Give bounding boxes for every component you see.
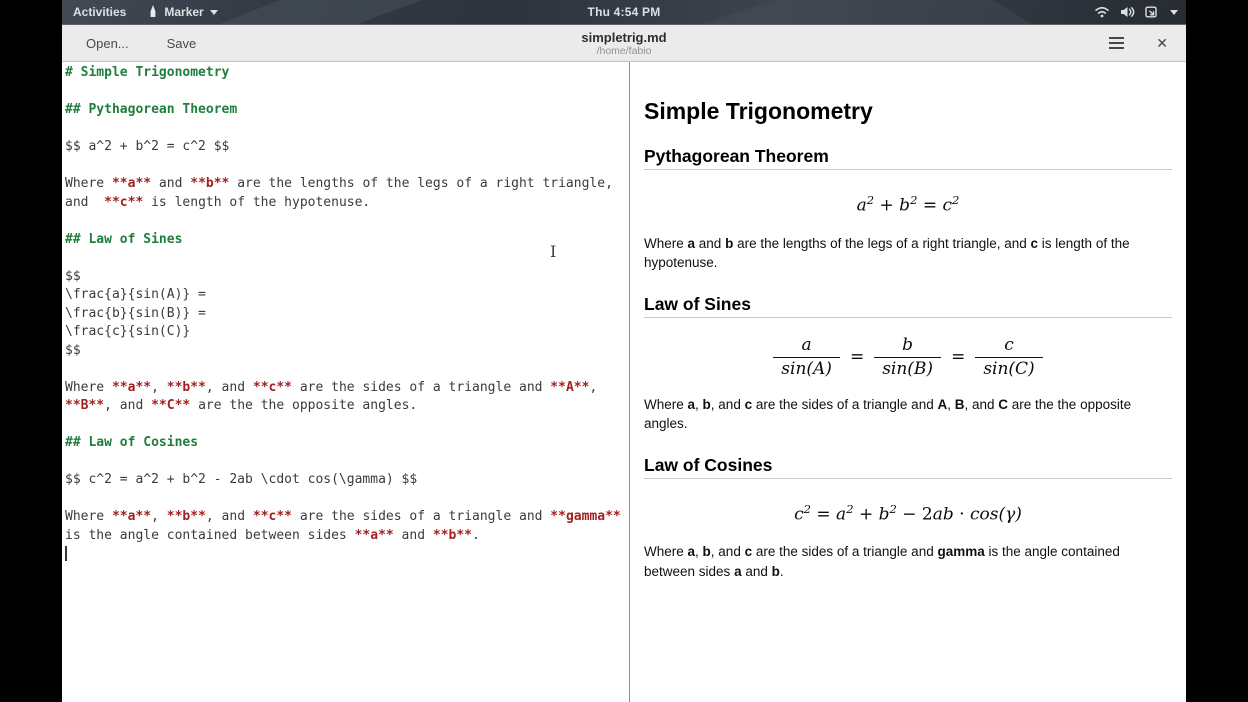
md-bold-token: **a** (354, 527, 394, 543)
md-text-token: are the sides of a triangle and (292, 379, 551, 395)
editor-line[interactable] (65, 138, 629, 157)
editor-line[interactable] (65, 453, 629, 472)
clock[interactable]: Thu 4:54 PM (587, 5, 661, 19)
md-text-token: and (393, 527, 433, 543)
md-text-token: \frac{c}{sin(C)} (65, 324, 191, 339)
math-block: $a^2 + b^2 = c^2$ (856, 193, 960, 216)
md-text-token: is the angle contained between sides (65, 527, 355, 543)
preview-h2: Law of Sines (644, 295, 1172, 318)
md-text-token: , and (205, 509, 253, 524)
editor-line[interactable] (65, 175, 629, 194)
md-bold-token: **a** (111, 379, 152, 395)
md-text-token: , and (205, 379, 253, 395)
editor-line[interactable] (65, 64, 629, 83)
md-text-token: Where (65, 379, 112, 395)
preview-paragraph: Where a, b, and c are the sides of a triangle and gamma is the angle contained between sides a and b. (644, 544, 1120, 579)
system-status-area[interactable] (1094, 0, 1178, 24)
window-title (62, 30, 1186, 57)
md-text-token: , (151, 379, 167, 395)
chevron-down-icon (210, 10, 218, 15)
md-heading-token: ## Law of Cosines (65, 435, 199, 450)
editor-line[interactable] (65, 527, 629, 546)
md-text-token: is length of the hypotenuse. (143, 194, 371, 210)
md-text-token: \frac{a}{sin(A)} = (65, 287, 206, 302)
md-text-token: Where (65, 509, 112, 524)
md-bold-token: **B** (65, 398, 105, 413)
md-heading-token: # Simple Trigonometry (65, 65, 230, 80)
editor-line[interactable] (65, 545, 629, 564)
md-bold-token: **c** (104, 194, 144, 210)
md-text-token: , (589, 379, 598, 395)
close-icon: ✕ (1156, 34, 1168, 51)
md-text-token: \frac{b}{sin(B)} = (65, 305, 206, 321)
md-text-token: are the the opposite angles. (190, 398, 418, 413)
md-text-token: are the lengths of the legs of a right triangle, (229, 176, 613, 191)
editor-line[interactable] (65, 379, 629, 398)
editor-line[interactable] (65, 194, 629, 213)
md-bold-token: **b** (166, 509, 206, 524)
activities-button[interactable]: Activities (73, 5, 127, 19)
preview-paragraph: Where a and b are the lengths of the legs of a right triangle, and c is length of the hypotenuse. (644, 235, 1130, 271)
preview-h1: Simple Trigonometry (644, 98, 873, 124)
open-button[interactable]: Open... (86, 35, 129, 51)
md-bold-token: **C** (151, 398, 191, 413)
md-heading-token: ## Pythagorean Theorem (65, 102, 238, 117)
editor-line[interactable] (65, 360, 629, 379)
editor-line[interactable] (65, 323, 629, 342)
editor-line[interactable] (65, 101, 629, 120)
wifi-icon (1094, 5, 1110, 19)
md-text-token: Where (65, 176, 112, 191)
md-text-token: are the sides of a triangle and (292, 509, 551, 524)
md-text-token: , (151, 509, 167, 524)
preview-content (644, 98, 1172, 581)
editor-line[interactable] (65, 249, 629, 268)
md-bold-token: **a** (111, 509, 152, 524)
split-view (62, 62, 1186, 702)
markdown-source-editor[interactable] (62, 62, 629, 702)
md-bold-token: **a** (111, 176, 152, 191)
md-text-token: . (472, 527, 480, 543)
md-text-token: $$ a^2 + b^2 = c^2 $$ (65, 139, 230, 154)
editor-line[interactable] (65, 434, 629, 453)
editor-line[interactable] (65, 397, 629, 416)
editor-line[interactable] (65, 305, 629, 324)
fraction: $\frac{b}{\sin(B)}$ (874, 335, 941, 380)
app-menu-label: Marker (164, 5, 204, 19)
editor-line[interactable] (65, 268, 629, 287)
md-text-token: , and (104, 398, 152, 413)
marker-window (62, 0, 1186, 702)
app-menu-button[interactable] (148, 4, 217, 21)
fraction: $\frac{c}{\sin(C)}$ (975, 335, 1042, 380)
md-bold-token: **b** (166, 379, 206, 395)
md-heading-token: ## Law of Sines (65, 231, 183, 247)
math-block: $\frac{a}{\sin(A)}$ = $\frac{b}{\sin(B)}$ = $\frac{c}{\sin(C)}$ (644, 335, 1172, 380)
editor-line[interactable] (65, 508, 629, 527)
gnome-top-bar (62, 0, 1186, 24)
editor-line[interactable] (65, 157, 629, 176)
rendered-preview-pane[interactable] (630, 62, 1186, 702)
md-text-token: $$ c^2 = a^2 + b^2 - 2ab \cdot cos(\gamma) $$ (65, 472, 418, 487)
md-text-token: $$ (65, 268, 81, 284)
preview-h2: Pythagorean Theorem (644, 147, 1172, 170)
editor-line[interactable] (65, 342, 629, 361)
md-bold-token: **c** (252, 379, 293, 395)
md-bold-token: **b** (432, 527, 473, 543)
headerbar (62, 24, 1186, 62)
editor-line[interactable] (65, 120, 629, 139)
preview-paragraph: Where a, b, and c are the sides of a triangle and A, B, and C are the the opposite angles. (644, 396, 1132, 432)
close-button[interactable] (1152, 33, 1172, 54)
preview-h2: Law of Cosines (644, 456, 1172, 479)
editor-lines (65, 64, 629, 564)
md-text-token: and (151, 176, 191, 191)
md-bold-token: **A** (550, 379, 590, 395)
document-path: /home/fabio (596, 44, 652, 57)
md-bold-token: **b** (190, 176, 230, 191)
headerbar-right (1105, 33, 1172, 54)
menu-button[interactable] (1105, 33, 1128, 54)
top-bar-left (62, 3, 218, 21)
save-button[interactable]: Save (166, 35, 197, 51)
editor-line[interactable] (65, 212, 629, 231)
editor-line[interactable] (65, 231, 629, 250)
volume-icon (1119, 5, 1135, 19)
editor-line[interactable] (65, 286, 629, 305)
editor-line[interactable] (65, 490, 629, 509)
fraction: $\frac{a}{\sin(A)}$ (773, 335, 840, 380)
md-bold-token: **gamma** (550, 509, 621, 524)
ibeam-mouse-cursor: I (550, 242, 557, 261)
marker-app-icon (148, 4, 158, 21)
battery-icon (1144, 5, 1161, 19)
editor-line[interactable] (65, 471, 629, 490)
math-block: $c^2 = a^2 + b^2 - 2ab \cdot \cos(\gamma)$ (794, 501, 1022, 525)
editor-line[interactable] (65, 416, 629, 435)
hamburger-icon (1109, 37, 1124, 39)
document-title: simpletrig.md (581, 29, 667, 45)
editor-line[interactable] (65, 83, 629, 102)
text-caret (65, 546, 67, 561)
md-bold-token: **c** (252, 509, 293, 524)
md-text-token: $$ (65, 342, 81, 358)
md-text-token: and (65, 194, 105, 210)
chevron-down-icon (1170, 10, 1178, 15)
